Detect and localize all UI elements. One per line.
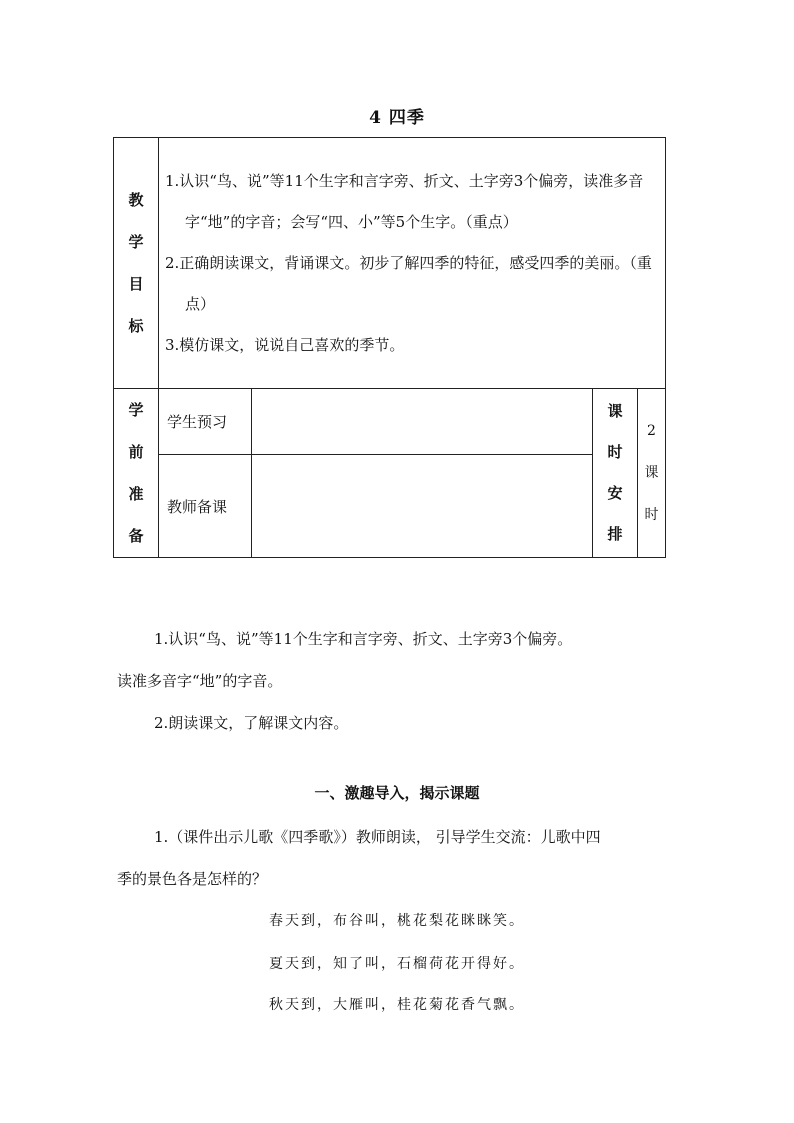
objective-line: 读准多音字“地”的字音。	[117, 672, 283, 690]
schedule-header-char: 安	[607, 484, 623, 502]
schedule-header-char: 时	[607, 443, 623, 461]
student-prep-value	[252, 389, 593, 455]
section-heading: 一、激趣导入，揭示课题	[314, 784, 480, 802]
schedule-header-char: 排	[607, 525, 623, 543]
section1-paragraph	[117, 816, 677, 900]
schedule-header-cell	[593, 389, 638, 558]
goals-header-char: 目	[128, 275, 144, 293]
goals-header-cell	[114, 138, 159, 389]
objectives-block	[117, 618, 677, 744]
prep-header-char: 前	[128, 443, 144, 461]
goals-header-char: 教	[128, 191, 144, 209]
poem-line: 春天到，布谷叫，桃花梨花眯眯笑。	[269, 913, 525, 929]
goals-cell	[159, 138, 666, 389]
goals-header-char: 学	[128, 233, 144, 251]
prep-header-cell	[114, 389, 159, 558]
paragraph-line: 季的景色各是怎样的？	[117, 870, 268, 888]
prep-row-student	[114, 389, 666, 455]
schedule-value-cell	[638, 389, 666, 558]
paragraph-line: 1.（课件出示儿歌《四季歌》）教师朗读， 引导学生交流：儿歌中四	[154, 828, 601, 846]
poem-line: 夏天到，知了叫，石榴荷花开得好。	[269, 956, 525, 972]
lesson-plan-table	[113, 137, 666, 558]
prep-row-teacher	[114, 455, 666, 558]
goal-item: 2.正确朗读课文，背诵课文。初步了解四季的特征，感受四季的美丽。（重点）	[165, 254, 652, 313]
goals-row	[114, 138, 666, 389]
schedule-value-part: 时	[644, 507, 659, 523]
page-title: 4 四季	[369, 108, 425, 128]
teacher-prep-label: 教师备课	[159, 455, 252, 558]
schedule-header-char: 课	[607, 402, 623, 420]
poem-line: 秋天到，大雁叫，桂花菊花香气飘。	[269, 997, 525, 1013]
objective-line: 1.认识“鸟、说”等11个生字和言字旁、折文、土字旁3个偏旁。	[154, 630, 573, 648]
student-prep-label: 学生预习	[159, 389, 252, 455]
goals-header-char: 标	[128, 317, 144, 335]
objective-line: 2.朗读课文，了解课文内容。	[154, 714, 349, 732]
schedule-value-part: 课	[644, 465, 659, 481]
prep-header-char: 备	[128, 527, 144, 545]
prep-header-char: 准	[128, 485, 144, 503]
goal-item: 3.模仿课文，说说自己喜欢的季节。	[165, 336, 405, 354]
goal-item: 1.认识“鸟、说”等11个生字和言字旁、折文、土字旁3个偏旁，读准多音字“地”的字音；会写“四、小”等5个生字。（重点）	[165, 172, 644, 231]
schedule-value-part: 2	[647, 423, 656, 439]
teacher-prep-value	[252, 455, 593, 558]
prep-header-char: 学	[128, 401, 144, 419]
